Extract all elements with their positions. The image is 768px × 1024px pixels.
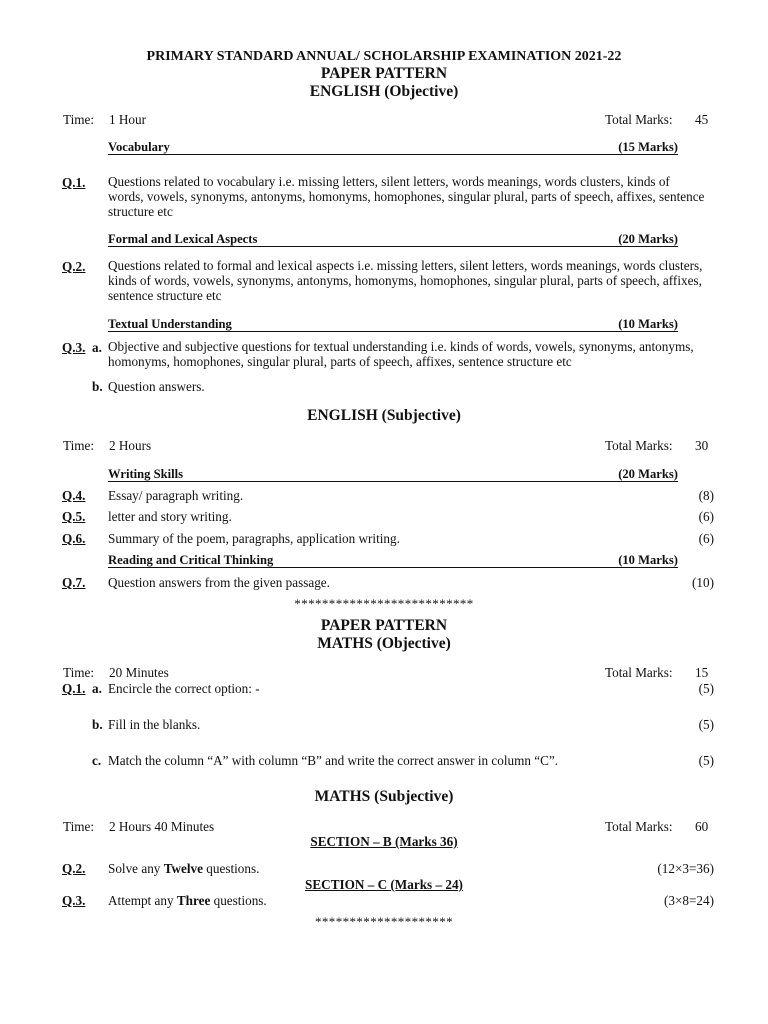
question-text: [108, 862, 259, 875]
divider-stars: **************************: [294, 596, 474, 611]
question-text: Essay/ paragraph writing.: [108, 488, 244, 503]
section-title: Textual Understanding: [108, 317, 232, 331]
section-title: Vocabulary: [108, 140, 170, 154]
english-objective-heading: ENGLISH (Objective): [309, 83, 459, 100]
section-formal-lexical: [108, 232, 678, 247]
question-text: Questions related to vocabulary i.e. missing letters, silent letters, words meanings, words clusters, kinds of words, vowels, synonyms, antonyms, homonyms, homophones, singular plural, parts of speech, affixes, sentence structure etc: [108, 174, 705, 219]
question-number: Q.1.: [62, 175, 86, 190]
paper-pattern-heading: PAPER PATTERN: [320, 617, 448, 634]
section-marks: (10 Marks): [618, 317, 678, 331]
text-post: questions.: [210, 893, 267, 908]
section-vocabulary: [108, 140, 678, 155]
section-marks: (20 Marks): [618, 232, 678, 246]
question-number: Q.6.: [62, 531, 86, 546]
total-marks-value: 30: [695, 438, 709, 453]
section-c-heading: SECTION – C (Marks – 24): [305, 877, 463, 892]
section-reading-critical-thinking: [108, 553, 678, 568]
question-text: Summary of the poem, paragraphs, application writing.: [108, 531, 400, 546]
total-marks-label: Total Marks:: [605, 112, 673, 127]
question-number: Q.3.: [62, 893, 86, 908]
total-marks-label: Total Marks:: [605, 819, 673, 834]
question-marks: (5): [698, 717, 714, 732]
sub-label-b: b.: [92, 717, 103, 732]
section-title: Formal and Lexical Aspects: [108, 232, 258, 246]
question-marks: (10): [692, 575, 714, 590]
question-text: Match the column “A” with column “B” and write the correct answer in column “C”.: [108, 753, 559, 768]
text-pre: Attempt any: [108, 893, 177, 908]
paper-pattern-heading: PAPER PATTERN: [320, 65, 448, 82]
sub-label-a: a.: [92, 681, 102, 696]
text-pre: Solve any: [108, 861, 164, 876]
total-marks-label: Total Marks:: [605, 665, 673, 680]
question-text: letter and story writing.: [108, 509, 232, 524]
section-title: Writing Skills: [108, 467, 184, 481]
text-emphasis: Twelve: [163, 861, 203, 876]
english-subjective-heading: ENGLISH (Subjective): [307, 407, 461, 424]
question-marks: (8): [698, 488, 714, 503]
question-text: Encircle the correct option: -: [108, 681, 260, 696]
divider-stars: ********************: [315, 914, 453, 929]
question-marks: (5): [698, 753, 714, 768]
text-emphasis: Three: [176, 893, 211, 908]
question-text: Question answers from the given passage.: [108, 575, 330, 590]
exam-title: PRIMARY STANDARD ANNUAL/ SCHOLARSHIP EXAMINATION 2021-22: [146, 49, 622, 64]
time-label: Time:: [63, 819, 95, 834]
section-textual-understanding: [108, 317, 678, 332]
question-marks: (6): [698, 531, 714, 546]
section-marks: (15 Marks): [618, 140, 678, 154]
question-text: Objective and subjective questions for textual understanding i.e. kinds of words, vowels, synonyms, antonyms, homonyms, homophones, singular plural, parts of speech, affixes, sentence structure etc: [108, 339, 694, 369]
question-marks: (5): [698, 681, 714, 696]
maths-objective-heading: MATHS (Objective): [317, 635, 451, 652]
question-text: [108, 894, 267, 907]
time-value: 20 Minutes: [109, 665, 169, 680]
section-b-heading: SECTION – B (Marks 36): [310, 834, 458, 849]
maths-subjective-heading: MATHS (Subjective): [314, 788, 454, 805]
question-number: Q.1.: [62, 681, 86, 696]
question-text: Fill in the blanks.: [108, 717, 201, 732]
question-marks: (3×8=24): [663, 893, 714, 908]
text-post: questions.: [203, 861, 260, 876]
question-number: Q.2.: [62, 259, 86, 274]
sub-label-a: a.: [92, 340, 102, 355]
total-marks-value: 15: [695, 665, 709, 680]
sub-label-b: b.: [92, 379, 103, 394]
total-marks-label: Total Marks:: [605, 438, 673, 453]
question-number: Q.2.: [62, 861, 86, 876]
question-number: Q.5.: [62, 509, 86, 524]
section-title: Reading and Critical Thinking: [108, 553, 274, 567]
section-marks: (10 Marks): [618, 553, 678, 567]
question-marks: (12×3=36): [657, 861, 714, 876]
question-number: Q.7.: [62, 575, 86, 590]
question-number: Q.3.: [62, 340, 86, 355]
time-value: 2 Hours 40 Minutes: [109, 819, 215, 834]
total-marks-value: 60: [695, 819, 709, 834]
total-marks-value: 45: [695, 112, 709, 127]
time-label: Time:: [63, 112, 95, 127]
question-number: Q.4.: [62, 488, 86, 503]
sub-label-c: c.: [92, 753, 102, 768]
time-label: Time:: [63, 438, 95, 453]
time-value: 2 Hours: [109, 438, 152, 453]
section-writing-skills: [108, 467, 678, 482]
question-text: Questions related to formal and lexical aspects i.e. missing letters, silent letters, words meanings, words clusters, kinds of words, vowels, synonyms, antonyms, homonyms, homophones, singular plural, parts of speech, affixes, sentence structure etc: [108, 258, 703, 303]
time-label: Time:: [63, 665, 95, 680]
question-marks: (6): [698, 509, 714, 524]
question-text: Question answers.: [108, 379, 205, 394]
time-value: 1 Hour: [109, 112, 146, 127]
section-marks: (20 Marks): [618, 467, 678, 481]
